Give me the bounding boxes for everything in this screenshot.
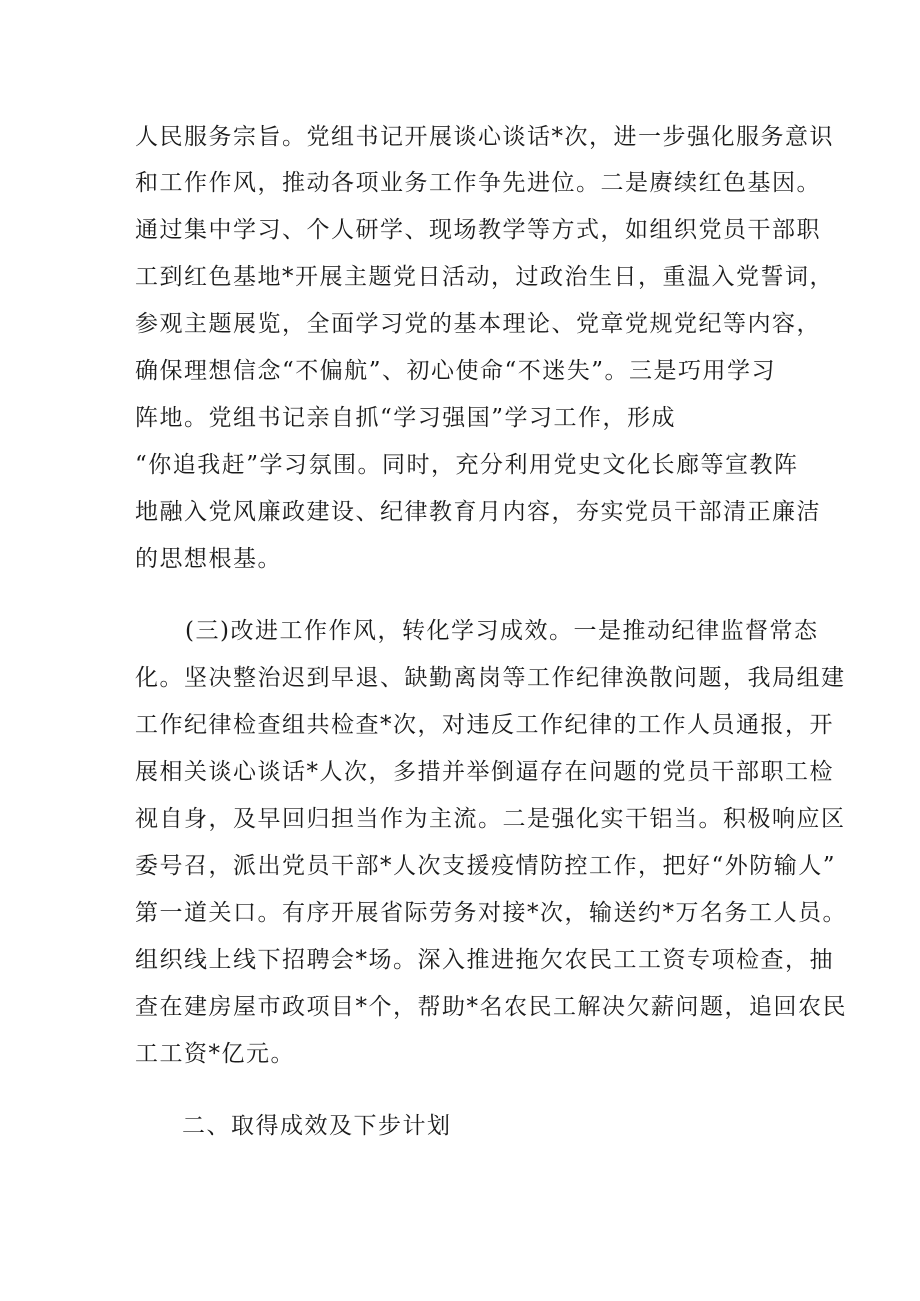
paragraph-1-line-3: 通过集中学习、个人研学、现场教学等方式，如组织党员干部职 xyxy=(135,217,821,243)
paragraph-2-line-1: (三)改进工作作风，转化学习成效。一是推动纪律监督常态 xyxy=(185,618,819,644)
paragraph-1-line-2: 和工作作风，推动各项业务工作争先进位。二是赓续红色基因。 xyxy=(135,170,821,196)
paragraph-2-line-4: 展相关谈心谈话*人次，多措并举倒逼存在问题的党员干部职工检 xyxy=(135,759,834,785)
paragraph-1-line-1: 人民服务宗旨。党组书记开展谈心谈话*次，进一步强化服务意识 xyxy=(135,124,834,150)
paragraph-2-line-7: 第一道关口。有序开展省际劳务对接*次，输送约*万名务工人员。 xyxy=(135,900,847,926)
paragraph-2-line-10: 工工资*亿元。 xyxy=(135,1041,295,1067)
paragraph-1-line-9: 地融入党风廉政建设、纪律教育月内容，夯实党员干部清正廉洁 xyxy=(135,499,821,525)
paragraph-1-line-10: 的思想根基。 xyxy=(135,546,282,572)
paragraph-2-line-8: 组织线上线下招聘会*场。深入推进拖欠农民工工资专项检查，抽 xyxy=(135,947,834,973)
paragraph-2-line-5: 视自身，及早回归担当作为主流。二是强化实干铝当。积极响应区 xyxy=(135,806,846,832)
paragraph-1-line-7: 阵地。党组书记亲自抓“学习强国”学习工作，形成 xyxy=(135,405,677,431)
paragraph-2-line-2: 化。坚决整治迟到早退、缺勤离岗等工作纪律涣散问题，我局组建 xyxy=(135,665,846,691)
paragraph-1-line-5: 参观主题展览，全面学习党的基本理论、党章党规党纪等内容， xyxy=(135,311,821,337)
paragraph-1-line-4: 工到红色基地*开展主题党日活动，过政治生日，重温入党誓词， xyxy=(135,264,834,290)
paragraph-2-line-6: 委号召，派出党员干部*人次支援疫情防控工作，把好“外防输人” xyxy=(135,853,837,879)
paragraph-2-line-9: 查在建房屋市政项目*个，帮助*名农民工解决欠薪问题，追回农民 xyxy=(135,994,847,1020)
paragraph-2-line-3: 工作纪律检查组共检查*次，对违反工作纪律的工作人员通报，开 xyxy=(135,712,834,738)
paragraph-1-line-6: 确保理想信念“不偏航”、初心使命“不迷失”。三是巧用学习 xyxy=(135,358,777,384)
paragraph-1-line-8: “你追我赶”学习氛围。同时，充分利用党史文化长廊等宣教阵 xyxy=(135,452,799,478)
section-heading: 二、取得成效及下步计划 xyxy=(182,1113,452,1139)
